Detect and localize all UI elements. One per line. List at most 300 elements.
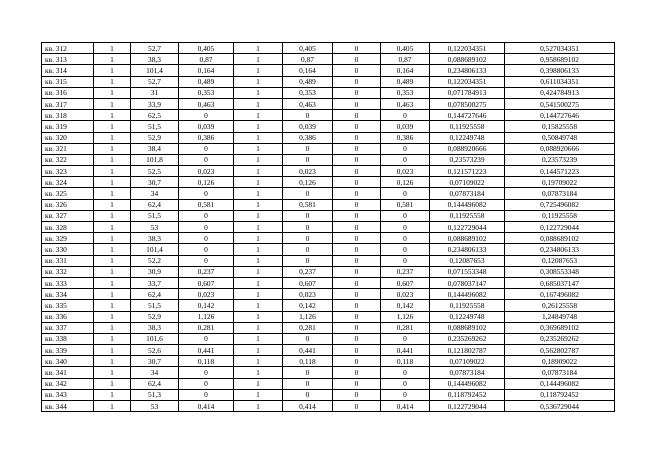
factor-cell: 1 xyxy=(234,132,283,143)
total-cell: 0,398806133 xyxy=(505,65,615,76)
area-cell: 38,3 xyxy=(131,233,179,244)
apartment-cell: кв. 332 xyxy=(42,266,94,277)
value-a-cell: 0,164 xyxy=(179,65,234,76)
area-cell: 53 xyxy=(131,222,179,233)
total-cell: 0,958689102 xyxy=(505,54,615,65)
factor-cell: 1 xyxy=(234,87,283,98)
apartment-cell: кв. 315 xyxy=(42,76,94,87)
count-cell: 1 xyxy=(94,233,131,244)
value-c-cell: 0 xyxy=(381,389,430,400)
area-cell: 52,2 xyxy=(131,255,179,266)
value-c-cell: 0 xyxy=(381,233,430,244)
share-cell: 0,235269262 xyxy=(430,333,505,344)
zero-cell: 0 xyxy=(333,87,381,98)
value-b-cell: 0,386 xyxy=(283,132,333,143)
area-cell: 38,4 xyxy=(131,143,179,154)
factor-cell: 1 xyxy=(234,300,283,311)
zero-cell: 0 xyxy=(333,322,381,333)
count-cell: 1 xyxy=(94,166,131,177)
total-cell: 0,308553348 xyxy=(505,266,615,277)
share-cell: 0,088689102 xyxy=(430,233,505,244)
factor-cell: 1 xyxy=(234,322,283,333)
value-c-cell: 0,414 xyxy=(381,401,430,412)
value-b-cell: 0 xyxy=(283,143,333,154)
area-cell: 51,3 xyxy=(131,389,179,400)
count-cell: 1 xyxy=(94,222,131,233)
count-cell: 1 xyxy=(94,333,131,344)
value-c-cell: 0,441 xyxy=(381,345,430,356)
area-cell: 62,4 xyxy=(131,378,179,389)
zero-cell: 0 xyxy=(333,378,381,389)
factor-cell: 1 xyxy=(234,199,283,210)
value-c-cell: 0,023 xyxy=(381,166,430,177)
apartment-cell: кв. 325 xyxy=(42,188,94,199)
count-cell: 1 xyxy=(94,121,131,132)
table-row xyxy=(42,121,615,132)
value-b-cell: 0,87 xyxy=(283,54,333,65)
share-cell: 0,088689102 xyxy=(430,322,505,333)
area-cell: 38,3 xyxy=(131,322,179,333)
value-a-cell: 0,023 xyxy=(179,289,234,300)
value-b-cell: 0 xyxy=(283,367,333,378)
share-cell: 0,118792452 xyxy=(430,389,505,400)
table-row xyxy=(42,76,615,87)
area-cell: 38,3 xyxy=(131,54,179,65)
value-b-cell: 1,126 xyxy=(283,311,333,322)
apartment-cell: кв. 317 xyxy=(42,98,94,109)
value-a-cell: 0,039 xyxy=(179,121,234,132)
table-row xyxy=(42,154,615,165)
total-cell: 0,235269262 xyxy=(505,333,615,344)
value-b-cell: 0,489 xyxy=(283,76,333,87)
share-cell: 0,11925558 xyxy=(430,121,505,132)
value-b-cell: 0,126 xyxy=(283,177,333,188)
share-cell: 0,122034351 xyxy=(430,76,505,87)
total-cell: 0,23573239 xyxy=(505,154,615,165)
factor-cell: 1 xyxy=(234,222,283,233)
table-row xyxy=(42,98,615,109)
value-b-cell: 0,463 xyxy=(283,98,333,109)
zero-cell: 0 xyxy=(333,266,381,277)
table-row xyxy=(42,43,615,54)
count-cell: 1 xyxy=(94,244,131,255)
apartment-cell: кв. 312 xyxy=(42,43,94,54)
total-cell: 0,26125558 xyxy=(505,300,615,311)
factor-cell: 1 xyxy=(234,143,283,154)
area-cell: 101,6 xyxy=(131,333,179,344)
total-cell: 0,07873184 xyxy=(505,188,615,199)
share-cell: 0,11925558 xyxy=(430,210,505,221)
area-cell: 52,9 xyxy=(131,132,179,143)
value-b-cell: 0,353 xyxy=(283,87,333,98)
value-a-cell: 0 xyxy=(179,210,234,221)
total-cell: 0,725496082 xyxy=(505,199,615,210)
zero-cell: 0 xyxy=(333,244,381,255)
count-cell: 1 xyxy=(94,255,131,266)
factor-cell: 1 xyxy=(234,188,283,199)
table-body xyxy=(42,43,615,412)
total-cell: 0,685037147 xyxy=(505,277,615,288)
value-c-cell: 0 xyxy=(381,143,430,154)
apartment-cell: кв. 320 xyxy=(42,132,94,143)
apartment-cell: кв. 321 xyxy=(42,143,94,154)
value-b-cell: 0,607 xyxy=(283,277,333,288)
table-row xyxy=(42,333,615,344)
table-row xyxy=(42,177,615,188)
zero-cell: 0 xyxy=(333,43,381,54)
total-cell: 0,144727646 xyxy=(505,110,615,121)
total-cell: 0,18909022 xyxy=(505,356,615,367)
value-b-cell: 0 xyxy=(283,154,333,165)
share-cell: 0,12249748 xyxy=(430,132,505,143)
share-cell: 0,07873184 xyxy=(430,367,505,378)
factor-cell: 1 xyxy=(234,367,283,378)
table-row xyxy=(42,300,615,311)
apartment-cell: кв. 339 xyxy=(42,345,94,356)
area-cell: 101,4 xyxy=(131,65,179,76)
apartment-cell: кв. 337 xyxy=(42,322,94,333)
zero-cell: 0 xyxy=(333,54,381,65)
share-cell: 0,071784913 xyxy=(430,87,505,98)
value-c-cell: 0,023 xyxy=(381,289,430,300)
table-row xyxy=(42,255,615,266)
value-a-cell: 0 xyxy=(179,389,234,400)
area-cell: 30,7 xyxy=(131,356,179,367)
value-a-cell: 0,237 xyxy=(179,266,234,277)
area-cell: 33,9 xyxy=(131,98,179,109)
area-cell: 51,5 xyxy=(131,210,179,221)
area-cell: 52,7 xyxy=(131,76,179,87)
share-cell: 0,122034351 xyxy=(430,43,505,54)
total-cell: 0,15825558 xyxy=(505,121,615,132)
table-row xyxy=(42,356,615,367)
value-a-cell: 0,405 xyxy=(179,43,234,54)
total-cell: 0,527034351 xyxy=(505,43,615,54)
share-cell: 0,07109022 xyxy=(430,177,505,188)
count-cell: 1 xyxy=(94,143,131,154)
value-c-cell: 0 xyxy=(381,244,430,255)
count-cell: 1 xyxy=(94,289,131,300)
apartment-cell: кв. 324 xyxy=(42,177,94,188)
total-cell: 0,118792452 xyxy=(505,389,615,400)
value-c-cell: 0,142 xyxy=(381,300,430,311)
factor-cell: 1 xyxy=(234,210,283,221)
factor-cell: 1 xyxy=(234,378,283,389)
table-row xyxy=(42,289,615,300)
zero-cell: 0 xyxy=(333,110,381,121)
apartment-cell: кв. 330 xyxy=(42,244,94,255)
value-b-cell: 0,414 xyxy=(283,401,333,412)
zero-cell: 0 xyxy=(333,289,381,300)
value-c-cell: 0 xyxy=(381,378,430,389)
value-b-cell: 0 xyxy=(283,233,333,244)
total-cell: 0,167496082 xyxy=(505,289,615,300)
total-cell: 0,50849748 xyxy=(505,132,615,143)
share-cell: 0,12249748 xyxy=(430,311,505,322)
apartment-cell: кв. 313 xyxy=(42,54,94,65)
value-c-cell: 0 xyxy=(381,333,430,344)
apartment-cell: кв. 328 xyxy=(42,222,94,233)
value-b-cell: 0,142 xyxy=(283,300,333,311)
value-a-cell: 0,142 xyxy=(179,300,234,311)
factor-cell: 1 xyxy=(234,345,283,356)
share-cell: 0,122729044 xyxy=(430,222,505,233)
value-a-cell: 0,489 xyxy=(179,76,234,87)
zero-cell: 0 xyxy=(333,345,381,356)
factor-cell: 1 xyxy=(234,110,283,121)
area-cell: 34 xyxy=(131,188,179,199)
count-cell: 1 xyxy=(94,110,131,121)
zero-cell: 0 xyxy=(333,154,381,165)
apartment-cell: кв. 314 xyxy=(42,65,94,76)
value-a-cell: 0,607 xyxy=(179,277,234,288)
total-cell: 0,19709022 xyxy=(505,177,615,188)
table-row xyxy=(42,311,615,322)
count-cell: 1 xyxy=(94,266,131,277)
count-cell: 1 xyxy=(94,367,131,378)
factor-cell: 1 xyxy=(234,43,283,54)
share-cell: 0,121802787 xyxy=(430,345,505,356)
factor-cell: 1 xyxy=(234,401,283,412)
count-cell: 1 xyxy=(94,322,131,333)
area-cell: 30,9 xyxy=(131,266,179,277)
total-cell: 0,424784913 xyxy=(505,87,615,98)
value-c-cell: 0 xyxy=(381,110,430,121)
share-cell: 0,144496082 xyxy=(430,289,505,300)
value-a-cell: 0 xyxy=(179,154,234,165)
value-c-cell: 0,607 xyxy=(381,277,430,288)
apartment-cell: кв. 318 xyxy=(42,110,94,121)
value-b-cell: 0 xyxy=(283,389,333,400)
total-cell: 0,12087653 xyxy=(505,255,615,266)
area-cell: 52,6 xyxy=(131,345,179,356)
table-row xyxy=(42,277,615,288)
value-a-cell: 0,414 xyxy=(179,401,234,412)
apartment-cell: кв. 343 xyxy=(42,389,94,400)
share-cell: 0,11925558 xyxy=(430,300,505,311)
value-a-cell: 0 xyxy=(179,333,234,344)
value-a-cell: 0,118 xyxy=(179,356,234,367)
count-cell: 1 xyxy=(94,199,131,210)
count-cell: 1 xyxy=(94,132,131,143)
zero-cell: 0 xyxy=(333,333,381,344)
total-cell: 0,144496082 xyxy=(505,378,615,389)
value-c-cell: 0,463 xyxy=(381,98,430,109)
share-cell: 0,23573239 xyxy=(430,154,505,165)
table-row xyxy=(42,222,615,233)
area-cell: 53 xyxy=(131,401,179,412)
count-cell: 1 xyxy=(94,65,131,76)
factor-cell: 1 xyxy=(234,54,283,65)
apartment-cell: кв. 319 xyxy=(42,121,94,132)
value-b-cell: 0 xyxy=(283,188,333,199)
area-cell: 31 xyxy=(131,87,179,98)
share-cell: 0,144496082 xyxy=(430,199,505,210)
zero-cell: 0 xyxy=(333,277,381,288)
share-cell: 0,122729044 xyxy=(430,401,505,412)
value-a-cell: 0 xyxy=(179,244,234,255)
factor-cell: 1 xyxy=(234,356,283,367)
zero-cell: 0 xyxy=(333,132,381,143)
total-cell: 0,562802787 xyxy=(505,345,615,356)
value-a-cell: 1,126 xyxy=(179,311,234,322)
value-b-cell: 0,441 xyxy=(283,345,333,356)
count-cell: 1 xyxy=(94,378,131,389)
table-row xyxy=(42,132,615,143)
value-c-cell: 0 xyxy=(381,367,430,378)
value-c-cell: 0,281 xyxy=(381,322,430,333)
share-cell: 0,121571223 xyxy=(430,166,505,177)
factor-cell: 1 xyxy=(234,289,283,300)
value-a-cell: 0,441 xyxy=(179,345,234,356)
value-a-cell: 0,463 xyxy=(179,98,234,109)
value-c-cell: 0,87 xyxy=(381,54,430,65)
value-b-cell: 0,023 xyxy=(283,166,333,177)
zero-cell: 0 xyxy=(333,367,381,378)
value-c-cell: 0,386 xyxy=(381,132,430,143)
value-c-cell: 0,164 xyxy=(381,65,430,76)
share-cell: 0,07873184 xyxy=(430,188,505,199)
value-b-cell: 0,237 xyxy=(283,266,333,277)
apartment-cell: кв. 344 xyxy=(42,401,94,412)
zero-cell: 0 xyxy=(333,177,381,188)
value-a-cell: 0,023 xyxy=(179,166,234,177)
value-a-cell: 0 xyxy=(179,367,234,378)
count-cell: 1 xyxy=(94,54,131,65)
area-cell: 30,7 xyxy=(131,177,179,188)
share-cell: 0,234806133 xyxy=(430,65,505,76)
value-b-cell: 0 xyxy=(283,255,333,266)
value-c-cell: 0 xyxy=(381,222,430,233)
table-row xyxy=(42,143,615,154)
table-row xyxy=(42,199,615,210)
table-row xyxy=(42,401,615,412)
factor-cell: 1 xyxy=(234,244,283,255)
value-a-cell: 0,281 xyxy=(179,322,234,333)
total-cell: 0,234806133 xyxy=(505,244,615,255)
zero-cell: 0 xyxy=(333,98,381,109)
total-cell: 0,088920666 xyxy=(505,143,615,154)
value-c-cell: 0,126 xyxy=(381,177,430,188)
value-c-cell: 0,405 xyxy=(381,43,430,54)
value-b-cell: 0 xyxy=(283,210,333,221)
value-c-cell: 0 xyxy=(381,255,430,266)
value-b-cell: 0,164 xyxy=(283,65,333,76)
area-cell: 62,4 xyxy=(131,289,179,300)
area-cell: 101,8 xyxy=(131,154,179,165)
apartment-cell: кв. 341 xyxy=(42,367,94,378)
zero-cell: 0 xyxy=(333,210,381,221)
area-cell: 101,4 xyxy=(131,244,179,255)
zero-cell: 0 xyxy=(333,311,381,322)
zero-cell: 0 xyxy=(333,401,381,412)
apartment-cell: кв. 331 xyxy=(42,255,94,266)
zero-cell: 0 xyxy=(333,356,381,367)
value-b-cell: 0,405 xyxy=(283,43,333,54)
table-row xyxy=(42,233,615,244)
value-b-cell: 0 xyxy=(283,222,333,233)
zero-cell: 0 xyxy=(333,121,381,132)
share-cell: 0,078037147 xyxy=(430,277,505,288)
value-c-cell: 0,237 xyxy=(381,266,430,277)
share-cell: 0,234806133 xyxy=(430,244,505,255)
value-a-cell: 0,126 xyxy=(179,177,234,188)
apartment-cell: кв. 333 xyxy=(42,277,94,288)
zero-cell: 0 xyxy=(333,166,381,177)
share-cell: 0,07109022 xyxy=(430,356,505,367)
total-cell: 0,07873184 xyxy=(505,367,615,378)
factor-cell: 1 xyxy=(234,389,283,400)
factor-cell: 1 xyxy=(234,277,283,288)
factor-cell: 1 xyxy=(234,177,283,188)
value-c-cell: 0 xyxy=(381,188,430,199)
value-b-cell: 0,039 xyxy=(283,121,333,132)
area-cell: 62,5 xyxy=(131,110,179,121)
table-row xyxy=(42,322,615,333)
apartment-cell: кв. 326 xyxy=(42,199,94,210)
zero-cell: 0 xyxy=(333,222,381,233)
value-b-cell: 0 xyxy=(283,333,333,344)
table-row xyxy=(42,345,615,356)
value-c-cell: 1,126 xyxy=(381,311,430,322)
factor-cell: 1 xyxy=(234,121,283,132)
total-cell: 0,122729044 xyxy=(505,222,615,233)
apartment-cell: кв. 329 xyxy=(42,233,94,244)
zero-cell: 0 xyxy=(333,76,381,87)
count-cell: 1 xyxy=(94,356,131,367)
share-cell: 0,144727646 xyxy=(430,110,505,121)
value-a-cell: 0 xyxy=(179,110,234,121)
value-a-cell: 0 xyxy=(179,378,234,389)
apartment-cell: кв. 334 xyxy=(42,289,94,300)
apartment-cell: кв. 316 xyxy=(42,87,94,98)
value-a-cell: 0,386 xyxy=(179,132,234,143)
area-cell: 52,9 xyxy=(131,311,179,322)
area-cell: 52,7 xyxy=(131,43,179,54)
count-cell: 1 xyxy=(94,311,131,322)
count-cell: 1 xyxy=(94,154,131,165)
table-row xyxy=(42,65,615,76)
area-cell: 34 xyxy=(131,367,179,378)
value-c-cell: 0,039 xyxy=(381,121,430,132)
value-c-cell: 0 xyxy=(381,210,430,221)
factor-cell: 1 xyxy=(234,255,283,266)
count-cell: 1 xyxy=(94,87,131,98)
apartment-cell: кв. 342 xyxy=(42,378,94,389)
area-cell: 33,7 xyxy=(131,277,179,288)
total-cell: 0,541500275 xyxy=(505,98,615,109)
zero-cell: 0 xyxy=(333,199,381,210)
apartment-cell: кв. 323 xyxy=(42,166,94,177)
count-cell: 1 xyxy=(94,401,131,412)
zero-cell: 0 xyxy=(333,143,381,154)
apartment-cell: кв. 340 xyxy=(42,356,94,367)
value-a-cell: 0,87 xyxy=(179,54,234,65)
zero-cell: 0 xyxy=(333,233,381,244)
value-a-cell: 0 xyxy=(179,143,234,154)
count-cell: 1 xyxy=(94,345,131,356)
value-c-cell: 0,118 xyxy=(381,356,430,367)
zero-cell: 0 xyxy=(333,300,381,311)
factor-cell: 1 xyxy=(234,166,283,177)
count-cell: 1 xyxy=(94,210,131,221)
value-a-cell: 0,581 xyxy=(179,199,234,210)
factor-cell: 1 xyxy=(234,98,283,109)
value-b-cell: 0 xyxy=(283,378,333,389)
table-row xyxy=(42,210,615,221)
table-row xyxy=(42,166,615,177)
count-cell: 1 xyxy=(94,277,131,288)
